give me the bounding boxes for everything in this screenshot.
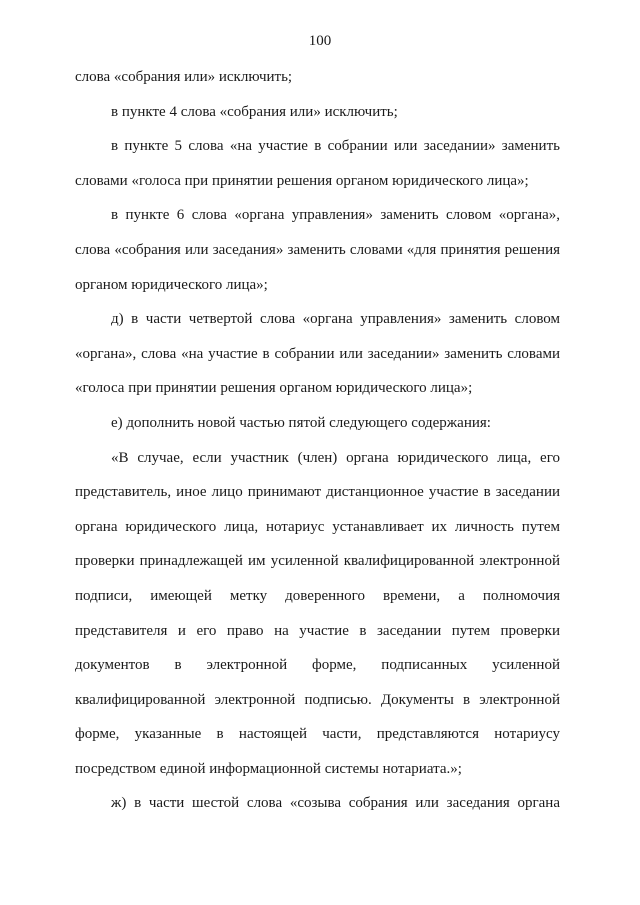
- paragraph: «В случае, если участник (член) органа юридического лица, его представитель, иное лицо принимают дистанционное участие в заседании органа юридического лица, нотариус устанавливает их личность путем проверки принадлежащей им усиленной квалифицированной электронной подписи, имеющей метку доверенного времени, а полномочия представителя и его право на участие в заседании путем проверки документов в электронной форме, подписанных усиленной квалифицированной электронной подписью. Документы в электронной форме, указанные в настоящей части, представляются нотариусу посредством единой информационной системы нотариата.»;: [75, 449, 560, 777]
- paragraph: д) в части четвертой слова «органа управления» заменить словом «органа», слова «на участие в собрании или заседании» заменить словами «голоса при принятии решения органом юридического лица»;: [75, 311, 560, 397]
- paragraph: е) дополнить новой частью пятой следующего содержания:: [111, 414, 491, 431]
- paragraph: в пункте 5 слова «на участие в собрании или заседании» заменить словами «голоса при принятии решения органом юридического лица»;: [75, 138, 560, 189]
- page-number: 100: [308, 33, 332, 49]
- paragraph: слова «собрания или» исключить;: [75, 69, 293, 85]
- paragraph: ж) в части шестой слова «созыва собрания или заседания органа: [111, 795, 560, 812]
- paragraph: в пункте 6 слова «органа управления» заменить словом «органа», слова «собрания или заседания» заменить словами «для принятия решения органом юридического лица»;: [75, 207, 560, 293]
- paragraph: в пункте 4 слова «собрания или» исключить;: [111, 103, 398, 120]
- document-body: [75, 60, 560, 821]
